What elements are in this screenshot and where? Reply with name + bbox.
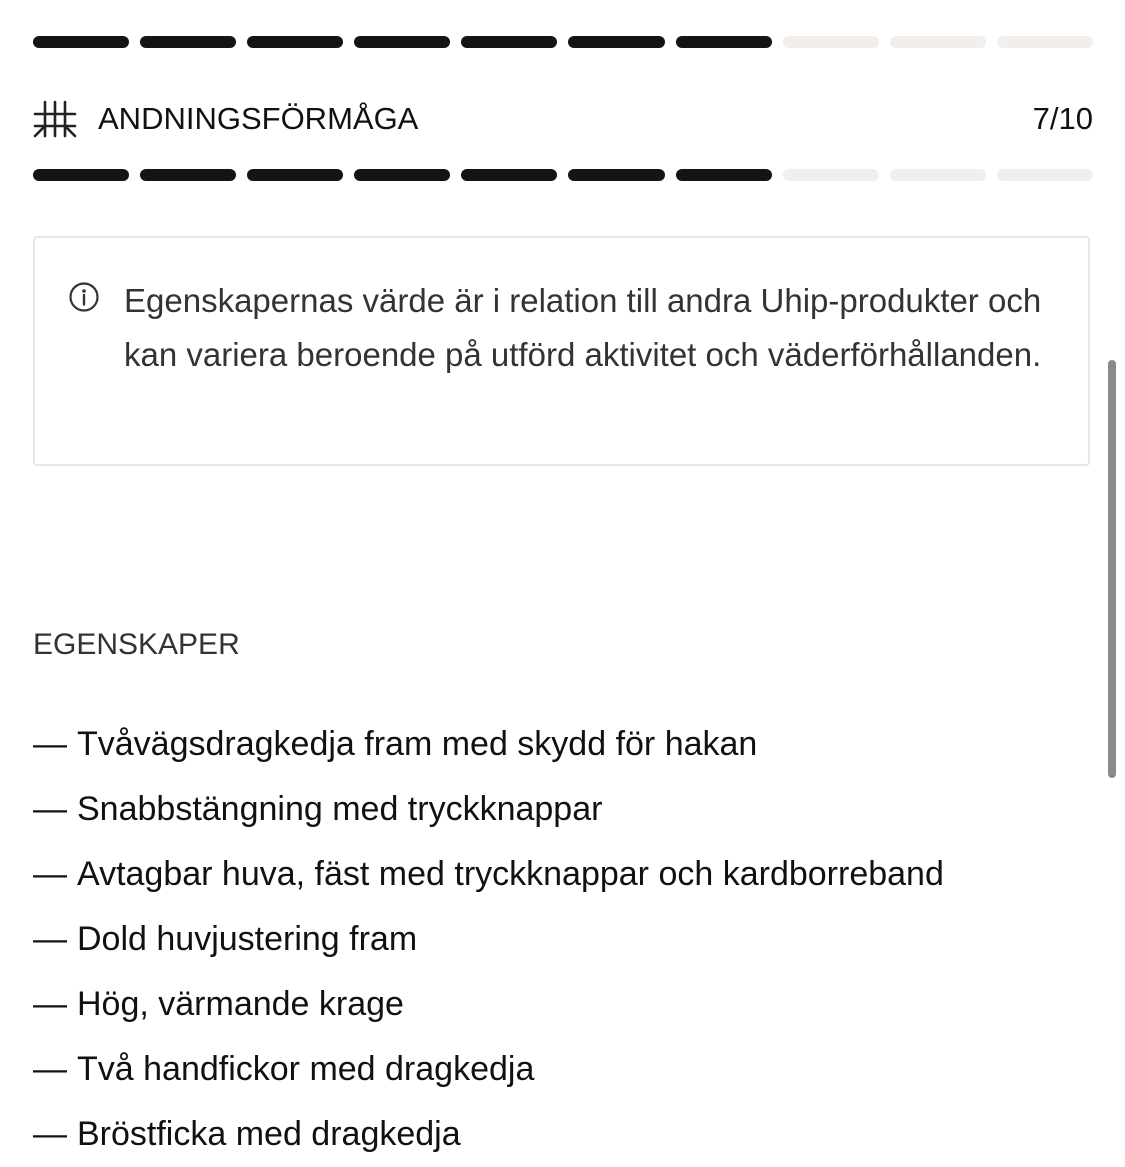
rating-segment-filled xyxy=(461,169,557,181)
feature-dash: — xyxy=(33,1050,67,1088)
rating-segment-filled xyxy=(461,36,557,48)
feature-text: Snabbstängning med tryckknappar xyxy=(77,790,603,828)
rating-segment-empty xyxy=(997,169,1093,181)
rating-segment-empty xyxy=(890,169,986,181)
scrollbar-thumb[interactable] xyxy=(1108,360,1116,778)
feature-dash: — xyxy=(33,855,67,893)
rating-value: 7/10 xyxy=(1032,101,1093,136)
feature-item xyxy=(33,1037,1093,1102)
info-text: Egenskapernas värde är i relation till andra Uhip-produkter och kan variera beroende på utförd aktivitet och väderförhållanden. xyxy=(124,282,1042,373)
rating-segment-filled xyxy=(568,169,664,181)
rating-segment-filled xyxy=(33,36,129,48)
rating-segment-filled xyxy=(354,169,450,181)
rating-bar-previous xyxy=(33,36,1093,48)
rating-label: ANDNINGSFÖRMÅGA xyxy=(98,101,419,136)
feature-item xyxy=(33,777,1093,842)
feature-item xyxy=(33,842,1093,907)
features-list xyxy=(33,712,1093,1167)
feature-dash: — xyxy=(33,985,67,1023)
rating-segment-empty xyxy=(783,36,879,48)
info-notice xyxy=(33,236,1090,466)
rating-segment-filled xyxy=(676,169,772,181)
feature-dash: — xyxy=(33,920,67,958)
feature-text: Avtagbar huva, fäst med tryckknappar och kardborreband xyxy=(77,855,944,893)
feature-text: Bröstficka med dragkedja xyxy=(77,1115,461,1153)
rating-segment-filled xyxy=(140,36,236,48)
rating-segment-empty xyxy=(997,36,1093,48)
feature-text: Hög, värmande krage xyxy=(77,985,404,1023)
rating-segment-filled xyxy=(247,169,343,181)
rating-segment-filled xyxy=(140,169,236,181)
feature-item xyxy=(33,972,1093,1037)
rating-segment-empty xyxy=(783,169,879,181)
rating-row-andningsformaga xyxy=(33,96,1093,142)
feature-text: Dold huvjustering fram xyxy=(77,920,418,958)
rating-segment-filled xyxy=(33,169,129,181)
features-heading: EGENSKAPER xyxy=(33,628,240,661)
rating-segment-filled xyxy=(676,36,772,48)
feature-item xyxy=(33,712,1093,777)
rating-segment-filled xyxy=(247,36,343,48)
rating-segment-empty xyxy=(890,36,986,48)
feature-text: Tvåvägsdragkedja fram med skydd för hakan xyxy=(77,725,758,763)
feature-dash: — xyxy=(33,1115,67,1153)
feature-dash: — xyxy=(33,725,67,763)
breathability-icon xyxy=(33,99,77,139)
feature-text: Två handfickor med dragkedja xyxy=(77,1050,535,1088)
feature-dash: — xyxy=(33,790,67,828)
rating-segment-filled xyxy=(354,36,450,48)
info-icon xyxy=(69,282,99,312)
feature-item xyxy=(33,907,1093,972)
rating-bar-andningsformaga xyxy=(33,169,1093,181)
rating-segment-filled xyxy=(568,36,664,48)
feature-item xyxy=(33,1102,1093,1167)
